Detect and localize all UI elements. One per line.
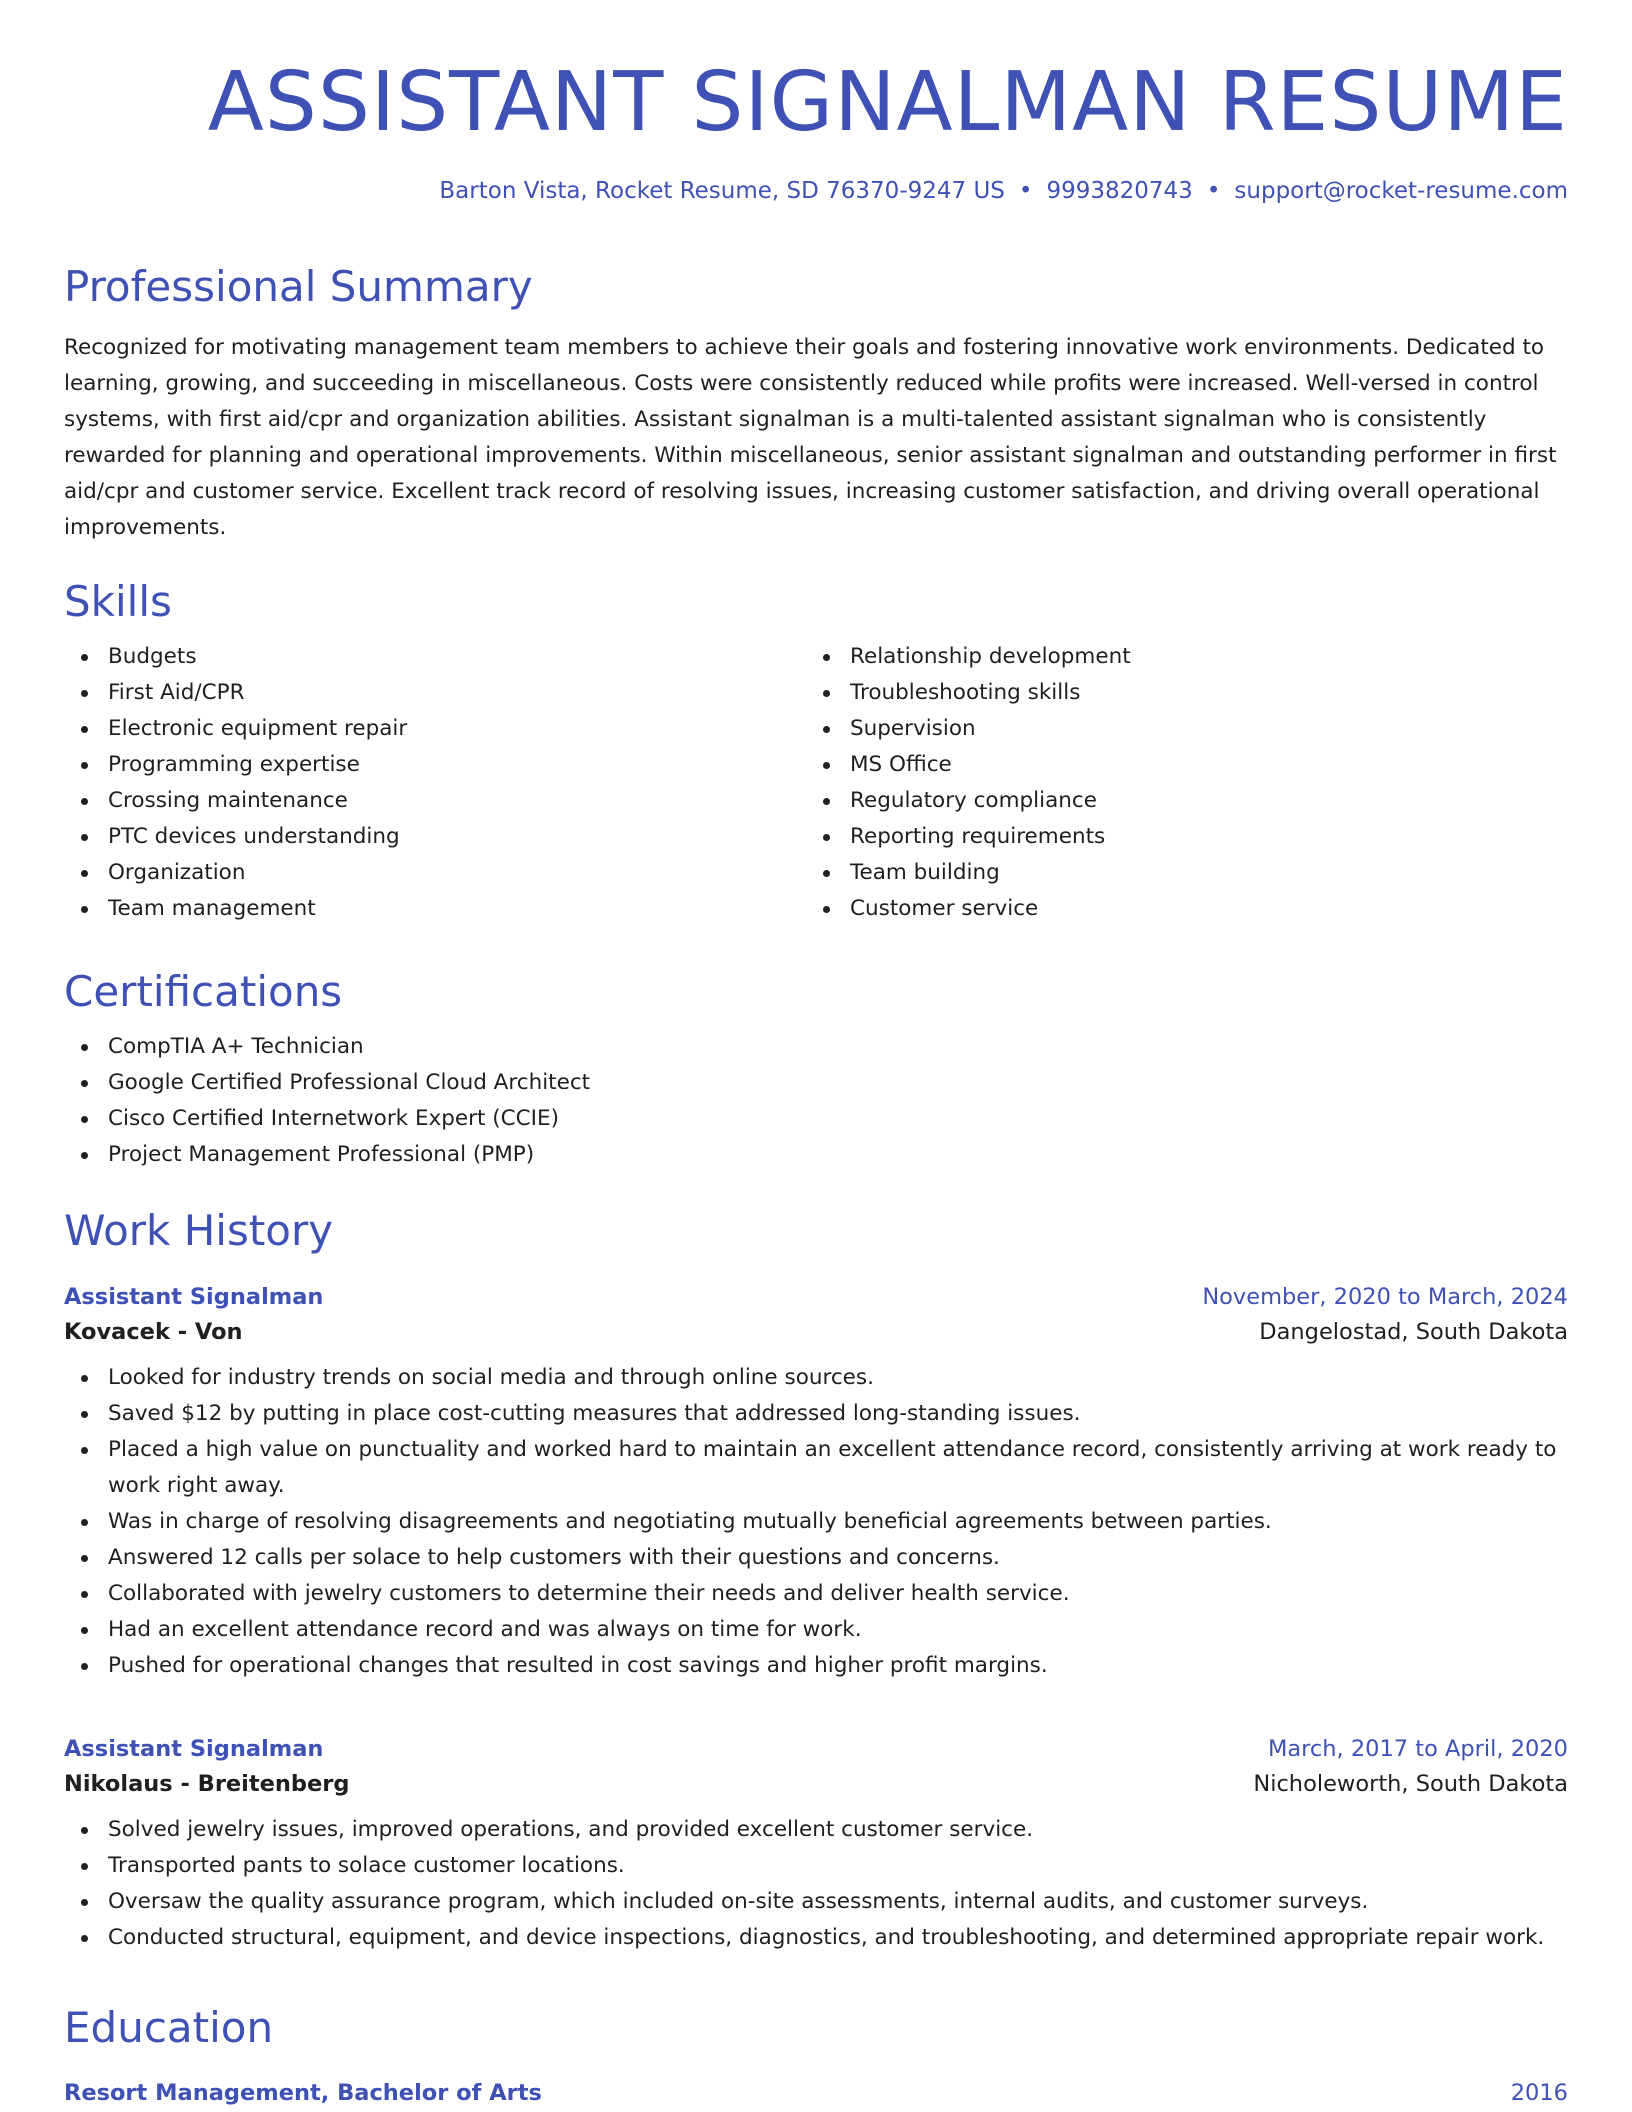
job-header bbox=[64, 1284, 1568, 1310]
skill-item: Regulatory compliance bbox=[806, 783, 1548, 819]
job-title: Assistant Signalman bbox=[64, 1284, 324, 1310]
job-duty: Transported pants to solace customer locations. bbox=[64, 1848, 1568, 1884]
education-year: 2016 bbox=[1510, 2080, 1568, 2106]
job-duty: Was in charge of resolving disagreements and negotiating mutually beneficial agreements between parties. bbox=[64, 1504, 1568, 1540]
certification-item: Google Certified Professional Cloud Architect bbox=[64, 1065, 1568, 1101]
job-duty: Saved $12 by putting in place cost-cutting measures that addressed long-standing issues. bbox=[64, 1396, 1568, 1432]
skill-item: MS Office bbox=[806, 747, 1548, 783]
skill-item: Team building bbox=[806, 855, 1548, 891]
summary-section bbox=[64, 262, 1568, 546]
education-heading: Education bbox=[64, 2003, 274, 2052]
contact-email[interactable]: support@rocket-resume.com bbox=[1234, 178, 1568, 205]
job-subheader bbox=[64, 1319, 1568, 1345]
skills-column-right bbox=[806, 639, 1548, 927]
job-dates: March, 2017 to April, 2020 bbox=[1267, 1736, 1568, 1762]
education-degree: Resort Management, Bachelor of Arts bbox=[64, 2080, 542, 2106]
certification-item: Project Management Professional (PMP) bbox=[64, 1137, 1568, 1173]
contact-line bbox=[64, 178, 1568, 204]
job-duties-list bbox=[64, 1812, 1568, 1956]
job-duty: Solved jewelry issues, improved operations, and provided excellent customer service. bbox=[64, 1812, 1568, 1848]
job-duty: Collaborated with jewelry customers to determine their needs and deliver health service. bbox=[64, 1576, 1568, 1612]
skill-item: First Aid/CPR bbox=[64, 675, 806, 711]
job-location: Dangelostad, South Dakota bbox=[1259, 1319, 1568, 1345]
skill-item: PTC devices understanding bbox=[64, 819, 806, 855]
education-section bbox=[64, 2003, 1568, 2053]
certifications-section bbox=[64, 967, 1568, 1173]
contact-address: Barton Vista, Rocket Resume, SD 76370-9247 US bbox=[439, 178, 1005, 205]
skill-item: Reporting requirements bbox=[806, 819, 1548, 855]
skills-grid bbox=[64, 639, 1568, 927]
skill-item: Budgets bbox=[64, 639, 806, 675]
skills-heading: Skills bbox=[64, 577, 172, 626]
skills-column-left bbox=[64, 639, 806, 927]
certifications-list bbox=[64, 1029, 1568, 1173]
job-duty: Looked for industry trends on social media and through online sources. bbox=[64, 1360, 1568, 1396]
skill-item: Troubleshooting skills bbox=[806, 675, 1548, 711]
contact-separator: • bbox=[1206, 178, 1221, 205]
contact-phone: 9993820743 bbox=[1046, 178, 1193, 205]
certification-item: CompTIA A+ Technician bbox=[64, 1029, 1568, 1065]
job-company: Kovacek - Von bbox=[64, 1319, 243, 1345]
job-duties-list bbox=[64, 1360, 1568, 1684]
job-duty: Oversaw the quality assurance program, which included on-site assessments, internal audits, and customer surveys. bbox=[64, 1884, 1568, 1920]
job-dates: November, 2020 to March, 2024 bbox=[1202, 1284, 1568, 1310]
skill-item: Customer service bbox=[806, 891, 1548, 927]
skill-item: Relationship development bbox=[806, 639, 1548, 675]
job-subheader bbox=[64, 1771, 1568, 1797]
resume-title: ASSISTANT SIGNALMAN RESUME bbox=[207, 55, 1568, 150]
job-header bbox=[64, 1736, 1568, 1762]
job-duty: Pushed for operational changes that resulted in cost savings and higher profit margins. bbox=[64, 1648, 1568, 1684]
job-location: Nicholeworth, South Dakota bbox=[1253, 1771, 1568, 1797]
job-duty: Conducted structural, equipment, and device inspections, diagnostics, and troubleshooting, and determined appropriate repair work. bbox=[64, 1920, 1568, 1956]
job-duty: Answered 12 calls per solace to help customers with their questions and concerns. bbox=[64, 1540, 1568, 1576]
summary-heading: Professional Summary bbox=[64, 262, 533, 311]
job-entry bbox=[64, 1284, 1568, 1684]
certification-item: Cisco Certified Internetwork Expert (CCIE) bbox=[64, 1101, 1568, 1137]
skill-item: Organization bbox=[64, 855, 806, 891]
job-company: Nikolaus - Breitenberg bbox=[64, 1771, 350, 1797]
skill-item: Crossing maintenance bbox=[64, 783, 806, 819]
skills-list-left bbox=[64, 639, 806, 927]
skills-section bbox=[64, 577, 1568, 927]
skill-item: Electronic equipment repair bbox=[64, 711, 806, 747]
work-history-section bbox=[64, 1206, 1568, 1256]
job-duty: Had an excellent attendance record and was always on time for work. bbox=[64, 1612, 1568, 1648]
skill-item: Supervision bbox=[806, 711, 1548, 747]
education-header bbox=[64, 2080, 1568, 2106]
summary-text: Recognized for motivating management team members to achieve their goals and fostering innovative work environments. Dedicated to learning, growing, and succeeding in miscellaneous. Costs were consistently reduced while profits were increased. Well-versed in control systems, with first aid/cpr and organization abilities. Assistant signalman is a multi-talented assistant signalman who is consistently rewarded for planning and operational improvements. Within miscellaneous, senior assistant signalman and outstanding performer in first aid/cpr and customer service. Excellent track record of resolving issues, increasing customer satisfaction, and driving overall operational improvements. bbox=[64, 335, 1557, 541]
contact-separator: • bbox=[1018, 178, 1033, 205]
work-history-heading: Work History bbox=[64, 1206, 334, 1255]
education-entry bbox=[64, 2080, 1568, 2106]
certifications-heading: Certifications bbox=[64, 967, 343, 1016]
skills-list-right bbox=[806, 639, 1548, 927]
skill-item: Team management bbox=[64, 891, 806, 927]
skill-item: Programming expertise bbox=[64, 747, 806, 783]
job-title: Assistant Signalman bbox=[64, 1736, 324, 1762]
job-duty: Placed a high value on punctuality and worked hard to maintain an excellent attendance record, consistently arriving at work ready to work right away. bbox=[64, 1432, 1568, 1504]
job-entry bbox=[64, 1736, 1568, 1956]
